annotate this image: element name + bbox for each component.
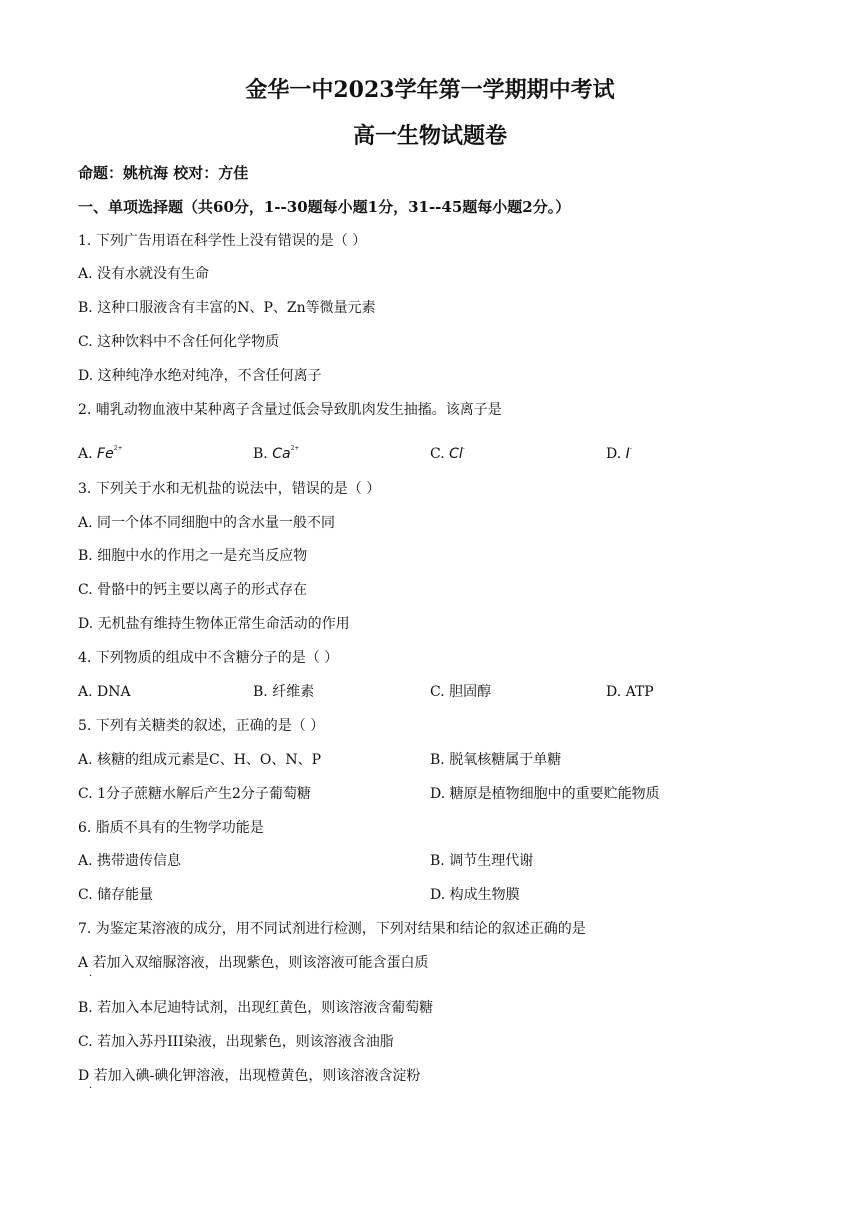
option-letter: D.	[606, 446, 626, 462]
question-5-stem: 5. 下列有关糖类的叙述，正确的是（ ）	[78, 718, 325, 734]
option-letter: C.	[430, 446, 450, 462]
question-1-option-b: B. 这种口服液含有丰富的N、P、Zn等微量元素	[78, 300, 376, 316]
ion-symbol: Fe	[97, 446, 114, 462]
question-5-option-d: D. 糖原是植物细胞中的重要贮能物质	[430, 786, 660, 802]
question-7-stem: 7. 为鉴定某溶液的成分，用不同试剂进行检测，下列对结果和结论的叙述正确的是	[78, 921, 586, 937]
question-6-option-b: B. 调节生理代谢	[430, 853, 534, 869]
ion-charge: -	[462, 445, 465, 452]
question-2-option-a	[78, 440, 123, 463]
ion-charge: 2+	[113, 445, 123, 452]
question-4-option-c: C. 胆固醇	[430, 684, 492, 700]
question-4-stem: 4. 下列物质的组成中不含糖分子的是（ ）	[78, 650, 339, 666]
scan-dot-mark: ·	[89, 1083, 93, 1094]
question-4-option-a: A. DNA	[78, 684, 131, 700]
ion-charge: 2+	[290, 445, 300, 452]
question-5-option-c: C. 1分子蔗糖水解后产生2分子葡萄糖	[78, 786, 311, 802]
question-3-option-c: C. 骨骼中的钙主要以离子的形式存在	[78, 582, 308, 598]
section-heading: 一、单项选择题（共60分，1--30题每小题1分，31--45题每小题2分。）	[78, 198, 571, 216]
scan-dot-mark: ·	[89, 971, 93, 982]
question-4-option-b: B. 纤维素	[253, 684, 315, 700]
question-1-stem: 1. 下列广告用语在科学性上没有错误的是（ ）	[78, 233, 367, 249]
question-7-option-c: C. 若加入苏丹III染液，出现紫色，则该溶液含油脂	[78, 1034, 394, 1050]
question-5-option-b: B. 脱氧核糖属于单糖	[430, 752, 562, 768]
question-7-option-b: B. 若加入本尼迪特试剂，出现红黄色，则该溶液含葡萄糖	[78, 1000, 434, 1016]
question-1-option-a: A. 没有水就没有生命	[78, 266, 210, 282]
question-3-option-b: B. 细胞中水的作用之一是充当反应物	[78, 548, 308, 564]
ion-charge: -	[629, 445, 632, 452]
question-2-option-b	[253, 440, 299, 463]
question-4-option-d: D. ATP	[606, 684, 654, 700]
question-5-option-a: A. 核糖的组成元素是C、H、O、N、P	[78, 752, 322, 768]
question-1-option-d: D. 这种纯净水绝对纯净，不含任何离子	[78, 368, 322, 384]
question-6-option-c: C. 储存能量	[78, 887, 154, 903]
exam-subtitle: 高一生物试题卷	[352, 123, 507, 149]
question-3-option-a: A. 同一个体不同细胞中的含水量一般不同	[78, 515, 336, 531]
question-2-stem: 2. 哺乳动物血液中某种离子含量过低会导致肌肉发生抽搐。该离子是	[78, 402, 502, 418]
ion-symbol: Cl	[449, 446, 463, 462]
authors-line: 命题：姚杭海 校对：方佳	[78, 164, 249, 182]
question-2-option-c	[430, 440, 465, 463]
question-6-stem: 6. 脂质不具有的生物学功能是	[78, 820, 264, 836]
question-6-option-a: A. 携带遗传信息	[78, 853, 182, 869]
question-6-option-d: D. 构成生物膜	[430, 887, 520, 903]
question-7-option-d: D 若加入碘-碘化钾溶液，出现橙黄色，则该溶液含淀粉	[78, 1068, 421, 1084]
option-letter: B.	[253, 446, 273, 462]
question-3-option-d: D. 无机盐有维持生物体正常生命活动的作用	[78, 616, 350, 632]
exam-title: 金华一中2023学年第一学期期中考试	[245, 77, 615, 103]
ion-symbol: Ca	[272, 446, 291, 462]
question-7-option-a: A 若加入双缩脲溶液，出现紫色，则该溶液可能含蛋白质	[78, 955, 429, 971]
question-1-option-c: C. 这种饮料中不含任何化学物质	[78, 334, 280, 350]
question-3-stem: 3. 下列关于水和无机盐的说法中，错误的是（ ）	[78, 481, 381, 497]
option-letter: A.	[78, 446, 98, 462]
ion-symbol: I	[625, 446, 630, 462]
question-2-option-d	[606, 440, 632, 463]
